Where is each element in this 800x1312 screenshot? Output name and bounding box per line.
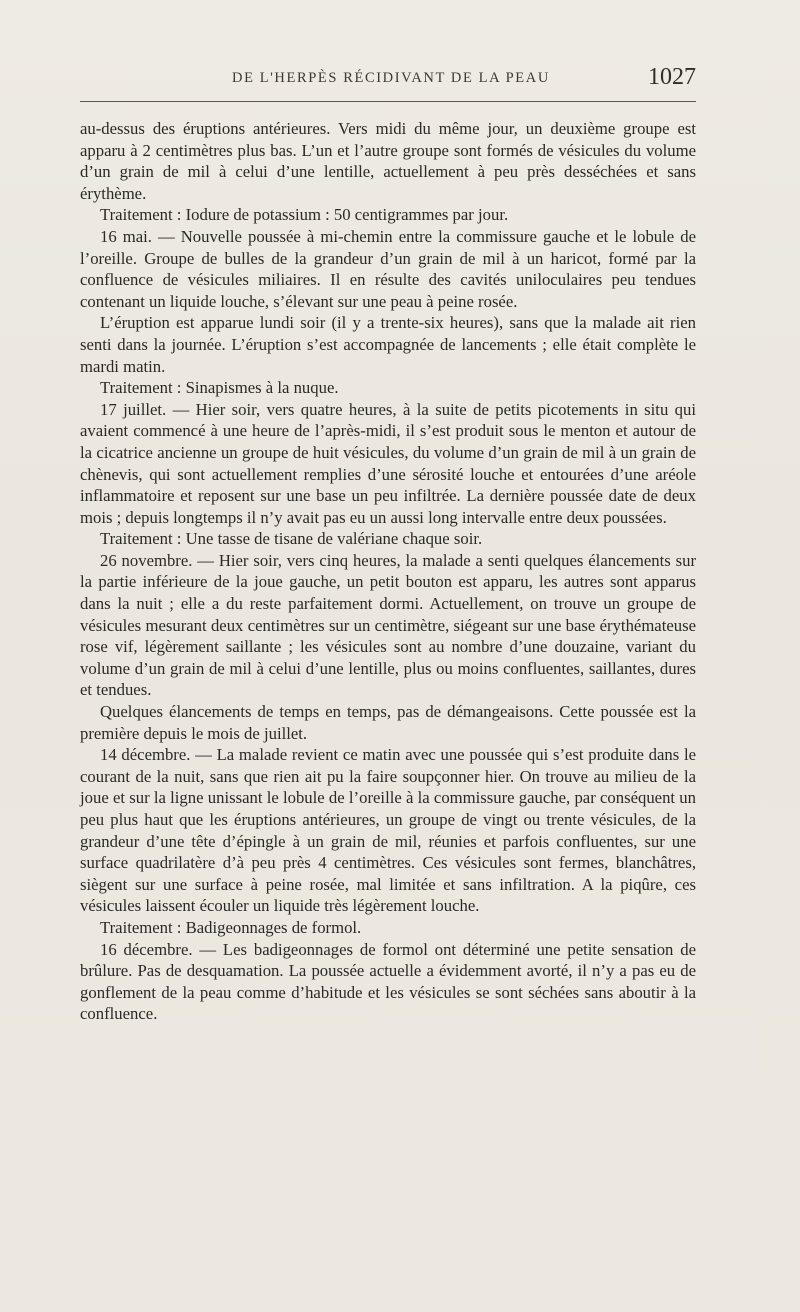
paragraph: Quelques élancements de temps en temps, pas de démangeaisons. Cette poussée est la première depuis le mois de juillet. [80, 702, 696, 743]
header-rule [80, 101, 696, 102]
running-title: DE L'HERPÈS RÉCIDIVANT DE LA PEAU [232, 70, 550, 86]
body-text [80, 118, 696, 1025]
paragraph: L’éruption est apparue lundi soir (il y a trente-six heures), sans que la malade ait rien senti dans la journée. L’éruption s’est accompagnée de lancements ; elle était complète le mardi matin. [80, 313, 696, 376]
paragraph: 17 juillet. — Hier soir, vers quatre heures, à la suite de petits picotements in situ qui avaient commencé à une heure de l’après-midi, il s’est produit sous le menton et autour de la cicatrice ancienne un groupe de huit vésicules, du volume d’un grain de mil à un grain de chènevis, qui sont actuellement remplies d’une sérosité louche et entourées d’une aréole inflammatoire et reposent sur une base un peu infiltrée. La dernière poussée date de deux mois ; depuis longtemps il n’y avait pas eu un aussi long intervalle entre deux poussées. [80, 399, 696, 527]
paragraph: 26 novembre. — Hier soir, vers cinq heures, la malade a senti quelques élancements sur la partie inférieure de la joue gauche, un petit bouton est apparu, les autres sont apparus dans la nuit ; elle a du reste parfaitement dormi. Actuellement, on trouve un groupe de vésicules mesurant deux centimètres sur un centimètre, siégeant sur une base érythémateuse rose vif, légèrement saillante ; les vésicules sont au nombre d’une douzaine, variant du volume d’un grain de mil à celui d’une lentille, plus ou moins confluentes, saillantes, dures et tendues. [80, 550, 696, 700]
paragraph: Traitement : Une tasse de tisane de valériane chaque soir. [100, 529, 483, 549]
paragraph: 16 mai. — Nouvelle poussée à mi-chemin entre la commissure gauche et le lobule de l’oreille. Groupe de bulles de la grandeur d’un grain de mil à un haricot, formé par la confluence de vésicules miliaires. Il en résulte des cavités uniloculaires peu tendues contenant un liquide louche, s’élevant sur une peau à peine rosée. [80, 226, 696, 311]
page-number: 1027 [648, 64, 696, 90]
running-header [80, 64, 696, 94]
paragraph: 14 décembre. — La malade revient ce matin avec une poussée qui s’est produite dans le courant de la nuit, sans que rien ait pu la faire soupçonner hier. On trouve au milieu de la joue et sur la ligne unissant le lobule de l’oreille à la commissure gauche, par conséquent un peu plus haut que les éruptions antérieures, un groupe de vingt ou trente vésicules, de la grandeur d’une tête d’épingle à un grain de mil, réunies et parfois confluentes, sur une surface quadrilatère d’à peu près 4 centimètres. Ces vésicules sont fermes, blanchâtres, siègent sur une surface à peine rosée, mal limitée et sans infiltration. A la piqûre, ces vésicules laissent écouler un liquide très légèrement louche. [80, 745, 696, 916]
paragraph: Traitement : Badigeonnages de formol. [100, 917, 362, 937]
paragraph: au-dessus des éruptions antérieures. Vers midi du même jour, un deuxième groupe est apparu à 2 centimètres plus bas. L’un et l’autre groupe sont formés de vésicules du volume d’un grain de mil à celui d’une lentille, actuellement à peu près desséchées et sans érythème. [80, 119, 696, 203]
paragraph: Traitement : Iodure de potassium : 50 centigrammes par jour. [100, 205, 509, 225]
paragraph: 16 décembre. — Les badigeonnages de formol ont déterminé une petite sensation de brûlure. Pas de desquamation. La poussée actuelle a évidemment avorté, il n’y a pas eu de gonflement de la peau comme d’habitude et les vésicules se sont séchées sans aboutir à la confluence. [80, 939, 696, 1024]
paragraph: Traitement : Sinapismes à la nuque. [100, 378, 339, 398]
